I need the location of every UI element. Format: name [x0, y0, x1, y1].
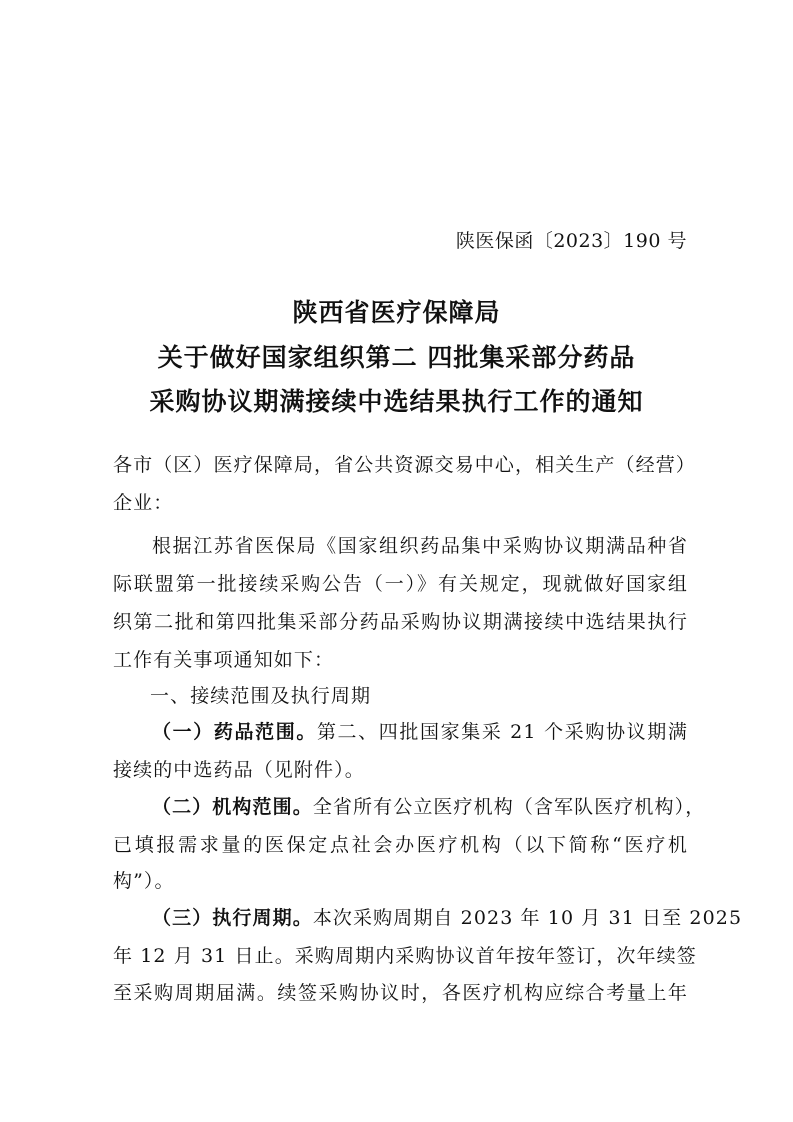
addressee-line-2: 企业：: [113, 492, 174, 514]
intro-line-3: 织第二批和第四批集采部分药品采购协议期满接续中选结果执行: [113, 611, 688, 633]
addressee-line-1: 各市（区）医疗保障局，省公共资源交易中心，相关生产（经营）: [113, 454, 696, 476]
item-2-label: （二）机构范围。: [152, 796, 313, 818]
item-1-text-1: 第二、四批国家集采 21 个采购协议期满: [316, 721, 688, 743]
item-1-label: （一）药品范围。: [152, 721, 317, 743]
intro-line-1: 根据江苏省医保局《国家组织药品集中采购协议期满品种省: [152, 535, 688, 557]
item-3-label: （三）执行周期。: [152, 907, 313, 929]
item-3-line-3: 至采购周期届满。续签采购协议时，各医疗机构应综合考量上年: [113, 982, 688, 1004]
item-3-line-1: [152, 903, 743, 930]
item-1-line-2: 接续的中选药品（见附件）。: [113, 759, 365, 781]
item-3-text-1: 本次采购周期自 2023 年 10 月 31 日至 2025: [312, 907, 743, 929]
intro-line-4: 工作有关事项通知如下：: [113, 649, 335, 671]
document-number: 陕医保函〔2023〕190 号: [455, 230, 687, 252]
section-1-heading: 一、接续范围及执行周期: [150, 685, 372, 707]
item-2-text-1: 全省所有公立医疗机构（含军队医疗机构），: [312, 796, 706, 818]
item-3-line-2: 年 12 月 31 日止。采购周期内采购协议首年按年签订，次年续签: [113, 945, 697, 967]
item-2-line-1: [152, 792, 706, 819]
title-line-2: 关于做好国家组织第二 四批集采部分药品: [157, 343, 636, 372]
item-2-line-2: 已填报需求量的医保定点社会办医疗机构（以下简称“医疗机: [113, 834, 688, 856]
item-1-line-1: [152, 717, 688, 744]
intro-line-2: 际联盟第一批接续采购公告（一）》有关规定，现就做好国家组: [113, 573, 688, 595]
title-line-1: 陕西省医疗保障局: [292, 298, 501, 327]
item-2-line-3: 构”）。: [113, 870, 175, 892]
title-line-3: 采购协议期满接续中选结果执行工作的通知: [149, 387, 644, 416]
